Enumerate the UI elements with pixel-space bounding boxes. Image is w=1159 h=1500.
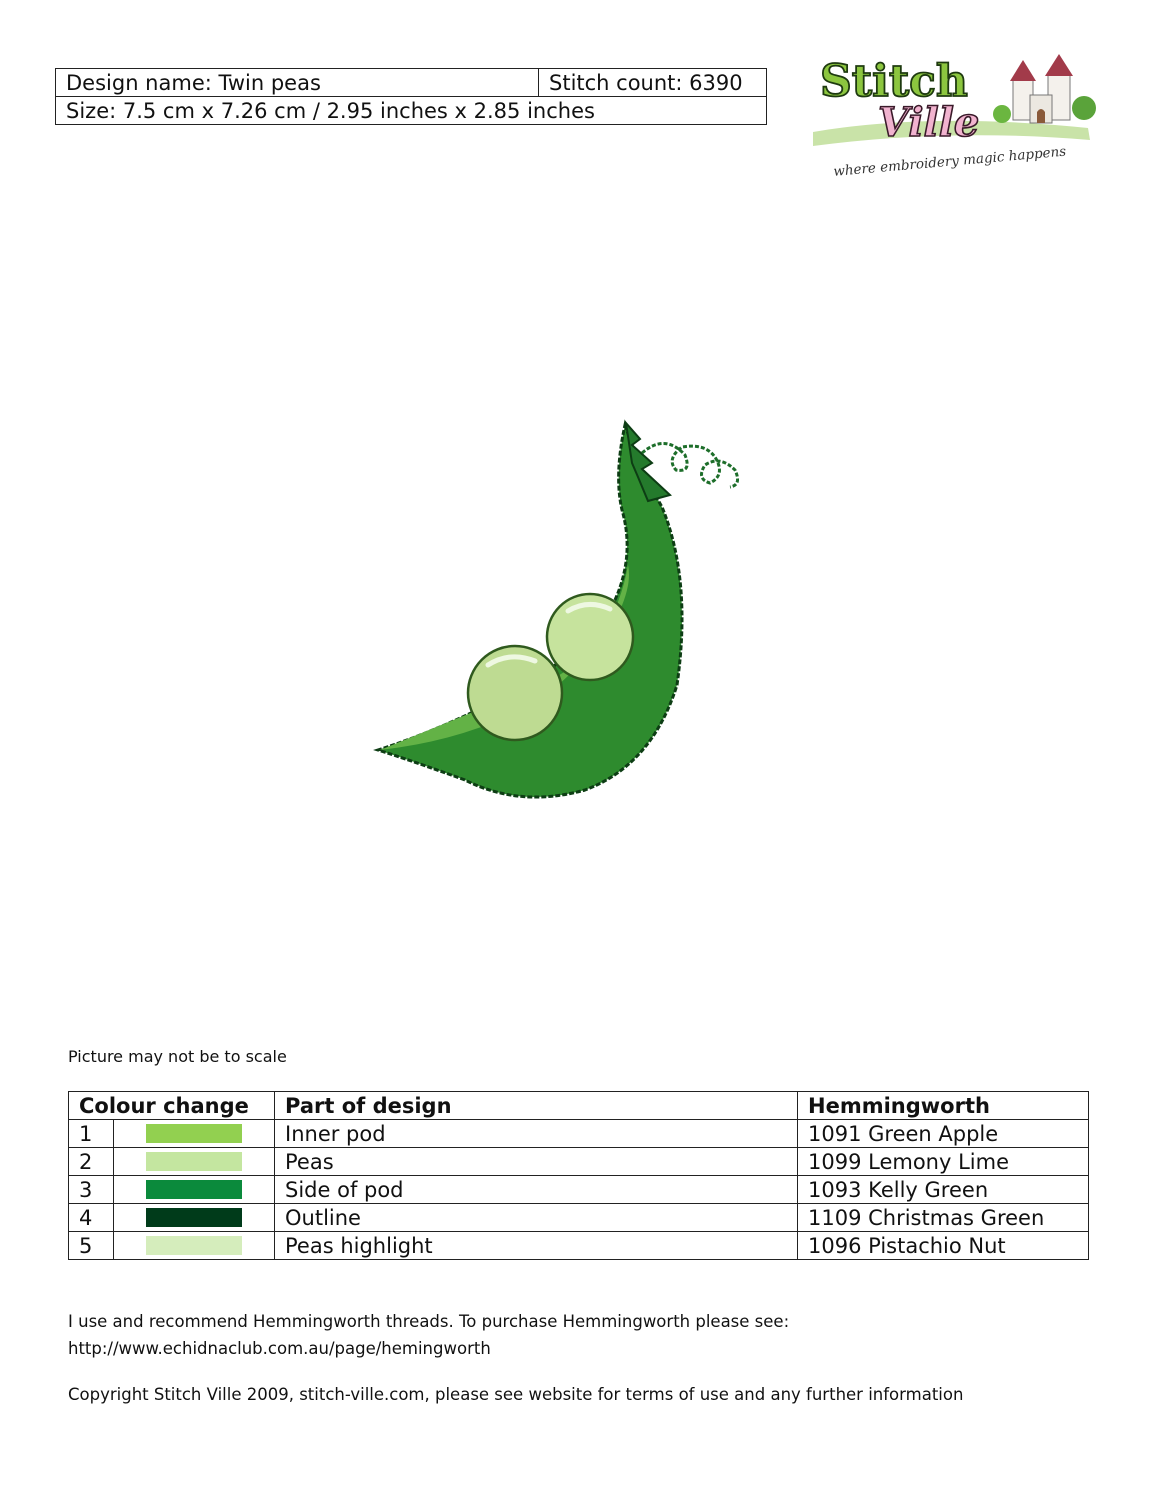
colour-number: 2 xyxy=(69,1148,114,1176)
stitch-ville-logo xyxy=(808,50,1098,180)
recommend-text: I use and recommend Hemmingworth threads. To purchase Hemmingworth please see: xyxy=(68,1312,790,1331)
thread-name: 1093 Kelly Green xyxy=(798,1176,1089,1204)
info-row xyxy=(56,69,767,97)
purchase-link[interactable]: http://www.echidnaclub.com.au/page/hemingworth xyxy=(68,1339,491,1358)
colour-number: 1 xyxy=(69,1120,114,1148)
scale-note: Picture may not be to scale xyxy=(68,1047,287,1066)
colour-swatch xyxy=(146,1180,242,1199)
table-row xyxy=(69,1204,1089,1232)
pea-shape xyxy=(468,646,562,740)
thread-name: 1109 Christmas Green xyxy=(798,1204,1089,1232)
design-part: Peas xyxy=(275,1148,798,1176)
colour-swatch xyxy=(146,1124,242,1143)
design-size: Size: 7.5 cm x 7.26 cm / 2.95 inches x 2.85 inches xyxy=(56,97,767,125)
castle-icon xyxy=(993,54,1096,123)
design-part: Inner pod xyxy=(275,1120,798,1148)
twin-peas-illustration xyxy=(370,415,750,800)
logo-line2: Ville xyxy=(878,99,980,146)
colour-swatch xyxy=(146,1208,242,1227)
thread-name: 1091 Green Apple xyxy=(798,1120,1089,1148)
thread-name: 1099 Lemony Lime xyxy=(798,1148,1089,1176)
design-part: Outline xyxy=(275,1204,798,1232)
design-part: Side of pod xyxy=(275,1176,798,1204)
logo-line1: Stitch xyxy=(820,56,968,107)
logo-tagline: where embroidery magic happens xyxy=(832,143,1067,180)
design-info-table xyxy=(55,68,767,125)
design-name: Design name: Twin peas xyxy=(56,69,539,97)
table-row xyxy=(69,1120,1089,1148)
info-row xyxy=(56,97,767,125)
tendril-shape xyxy=(642,443,738,487)
copyright-text: Copyright Stitch Ville 2009, stitch-ville.com, please see website for terms of use and any further information xyxy=(68,1385,964,1404)
colour-table-header xyxy=(69,1092,1089,1120)
colour-number: 4 xyxy=(69,1204,114,1232)
design-part: Peas highlight xyxy=(275,1232,798,1260)
header-hemmingworth: Hemmingworth xyxy=(798,1092,1089,1120)
thread-name: 1096 Pistachio Nut xyxy=(798,1232,1089,1260)
header-colour-change: Colour change xyxy=(69,1092,275,1120)
colour-number: 3 xyxy=(69,1176,114,1204)
colour-number: 5 xyxy=(69,1232,114,1260)
table-row xyxy=(69,1176,1089,1204)
table-row xyxy=(69,1148,1089,1176)
colour-swatch xyxy=(146,1152,242,1171)
stitch-count: Stitch count: 6390 xyxy=(539,69,767,97)
colour-swatch xyxy=(146,1236,242,1255)
table-row xyxy=(69,1232,1089,1260)
header-part-of-design: Part of design xyxy=(275,1092,798,1120)
colour-table xyxy=(68,1091,1089,1260)
